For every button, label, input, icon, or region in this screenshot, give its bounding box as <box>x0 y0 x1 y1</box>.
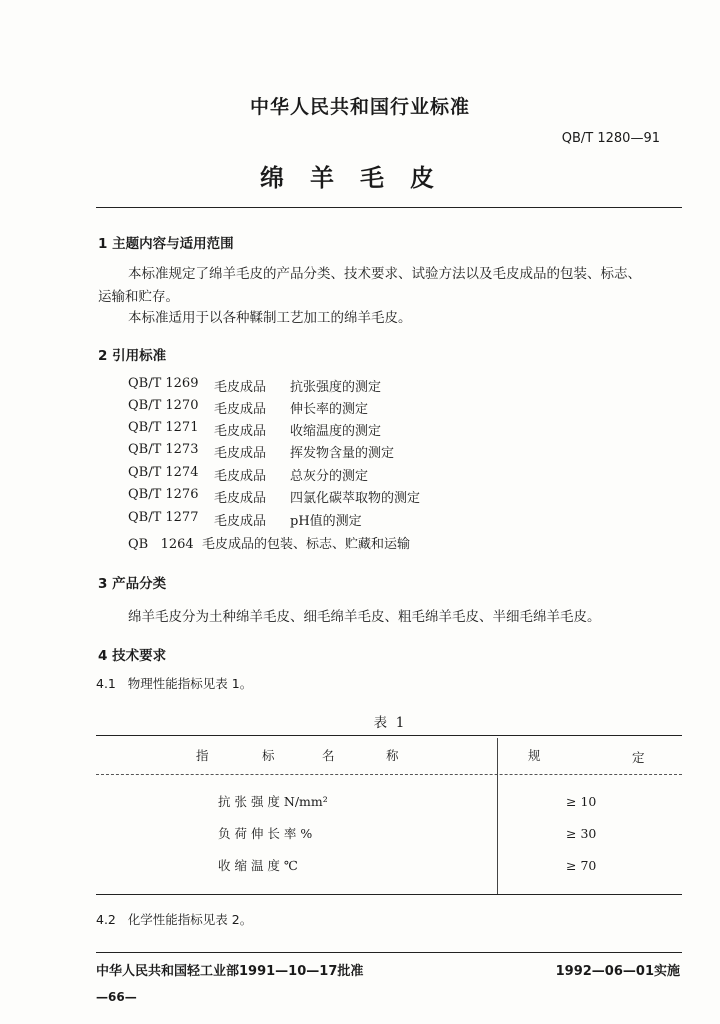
ref-full: QB 1264 毛皮成品的包装、标志、贮藏和运输 <box>128 537 410 552</box>
table-row-name: 抗 张 强 度 N/mm² <box>218 794 328 809</box>
ref-code: QB/T 1269 <box>128 376 199 391</box>
table-header-rule <box>96 774 682 775</box>
page-number: —66— <box>96 990 137 1004</box>
ref-code: QB/T 1277 <box>128 510 199 525</box>
section-1-heading: 1 主题内容与适用范围 <box>98 236 234 252</box>
ref-title: 抗张强度的测定 <box>290 380 382 395</box>
section-1-para1-line2: 运输和贮存。 <box>98 289 179 305</box>
table-header-cell: 定 <box>632 750 645 765</box>
doc-title: 绵羊毛皮 <box>260 164 460 192</box>
table-row-spec: ≥ 10 <box>566 794 597 809</box>
table-header-cell: 名 <box>322 748 335 763</box>
section-4-heading: 4 技术要求 <box>98 648 167 664</box>
standard-number: QB/T 1280—91 <box>561 131 660 146</box>
table-header-cell: 称 <box>386 748 399 763</box>
table-row-name: 负 荷 伸 长 率 % <box>218 826 313 841</box>
table-header-cell: 规 <box>528 748 541 763</box>
ref-category: 毛皮成品 <box>214 514 267 529</box>
ref-code: QB/T 1273 <box>128 442 199 457</box>
ref-category: 毛皮成品 <box>214 424 267 439</box>
ref-code: QB/T 1276 <box>128 487 199 502</box>
subsection-4-2: 4.2 化学性能指标见表 2。 <box>96 912 253 927</box>
table-caption: 表 1 <box>373 715 405 731</box>
footer-rule <box>96 952 682 953</box>
table-row-name: 收 缩 温 度 ℃ <box>218 858 298 873</box>
section-3-para: 绵羊毛皮分为土种绵羊毛皮、细毛绵羊毛皮、粗毛绵羊毛皮、半细毛绵羊毛皮。 <box>128 609 601 625</box>
ref-category: 毛皮成品 <box>214 402 267 417</box>
table-row-spec: ≥ 30 <box>566 826 597 841</box>
section-3-heading: 3 产品分类 <box>98 576 167 592</box>
table-column-divider <box>497 738 498 894</box>
section-1-para1-line1: 本标准规定了绵羊毛皮的产品分类、技术要求、试验方法以及毛皮成品的包装、标志、 <box>128 266 641 282</box>
ref-code: QB/T 1270 <box>128 398 199 413</box>
effective-date: 1992—06—01实施 <box>555 964 680 979</box>
ref-code: QB/T 1274 <box>128 465 199 480</box>
table-header-cell: 标 <box>262 748 275 763</box>
subsection-4-1: 4.1 物理性能指标见表 1。 <box>96 676 253 691</box>
ref-category: 毛皮成品 <box>214 446 267 461</box>
table-header-cell: 指 <box>196 748 209 763</box>
ref-title: 挥发物含量的测定 <box>290 446 395 461</box>
section-1-para2: 本标准适用于以各种鞣制工艺加工的绵羊毛皮。 <box>128 310 412 326</box>
table-row-spec: ≥ 70 <box>566 858 597 873</box>
ref-title: 总灰分的测定 <box>290 469 369 484</box>
table-bottom-rule <box>96 894 682 895</box>
table-top-rule <box>96 735 682 736</box>
ref-title: 收缩温度的测定 <box>290 424 382 439</box>
ref-category: 毛皮成品 <box>214 469 267 484</box>
ref-title: 伸长率的测定 <box>290 402 369 417</box>
ref-title: 四氯化碳萃取物的测定 <box>290 491 421 506</box>
ref-category: 毛皮成品 <box>214 491 267 506</box>
approval-line: 中华人民共和国轻工业部1991—10—17批准 <box>96 964 364 979</box>
ref-category: 毛皮成品 <box>214 380 267 395</box>
header-rule <box>96 207 682 208</box>
section-2-heading: 2 引用标准 <box>98 348 167 364</box>
ref-title: pH值的测定 <box>290 514 362 529</box>
org-title: 中华人民共和国行业标准 <box>249 96 470 118</box>
ref-code: QB/T 1271 <box>128 420 199 435</box>
